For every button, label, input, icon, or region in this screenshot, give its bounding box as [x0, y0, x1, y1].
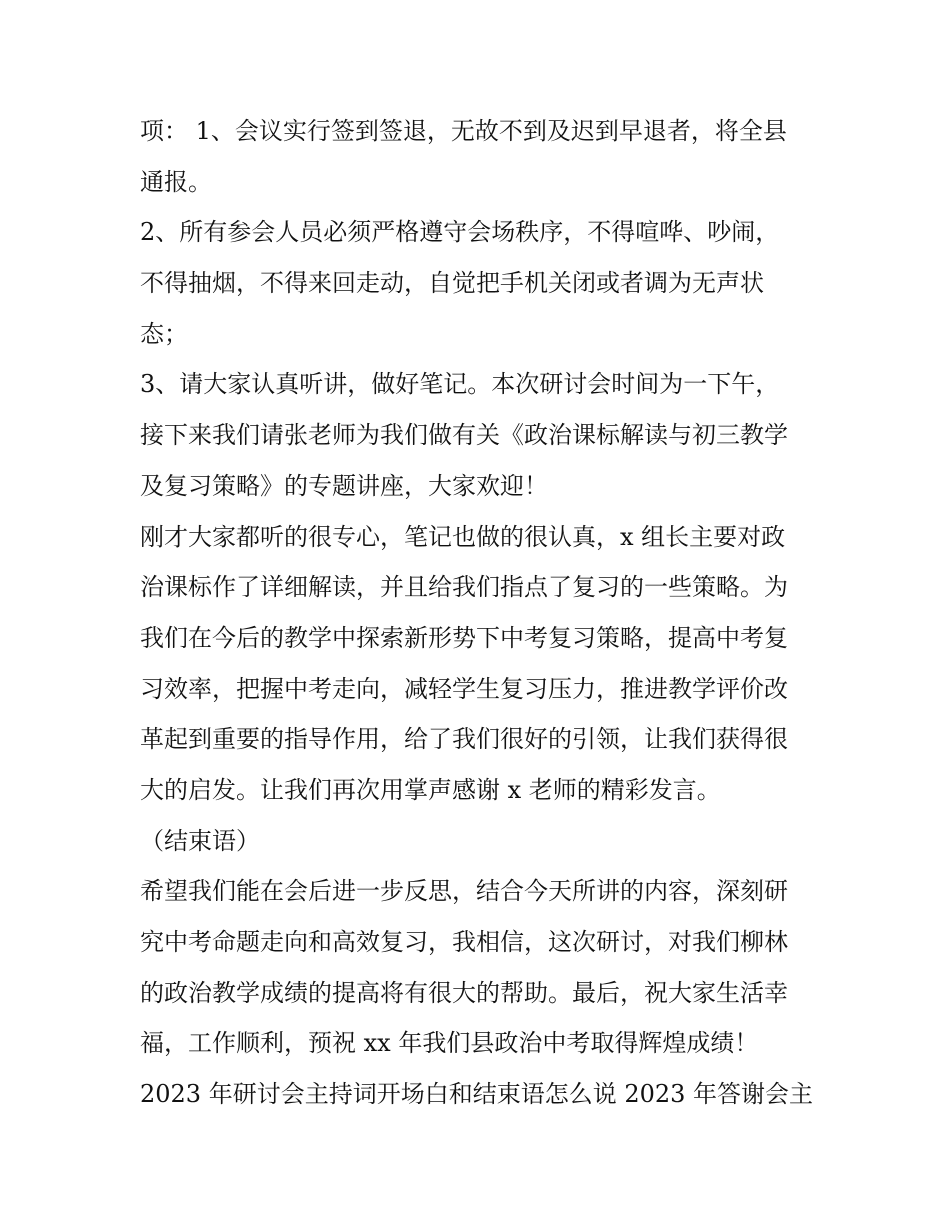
- paragraph-closing-remarks: [140, 866, 810, 1069]
- text-line: 及复习策略》的专题讲座，大家欢迎！: [140, 471, 548, 500]
- text-line: 刚才大家都听的很专心，笔记也做的很认真，x 组长主要对政: [140, 522, 786, 551]
- text-line: 接下来我们请张老师为我们做有关《政治课标解读与初三教学: [140, 421, 788, 450]
- section-heading-closing: [140, 816, 810, 867]
- text-line: 希望我们能在会后进一步反思，结合今天所讲的内容，深刻研: [140, 877, 788, 906]
- paragraph-lecture-intro: [140, 359, 810, 511]
- paragraph-venue-order-rule: [140, 207, 810, 359]
- text-line: 福，工作顺利，预祝 xx 年我们县政治中考取得辉煌成绩！: [140, 1029, 759, 1058]
- text-line: 习效率，把握中考走向，减轻学生复习压力，推进教学评价改: [140, 674, 788, 703]
- text-line: 2023 年研讨会主持词开场白和结束语怎么说 2023 年答谢会主: [140, 1080, 814, 1109]
- text-line: 究中考命题走向和高效复习，我相信，这次研讨，对我们柳林: [140, 928, 788, 956]
- text-line: 态；: [140, 319, 188, 348]
- text-line: 大的启发。让我们再次用掌声感谢 x 老师的精彩发言。: [140, 775, 721, 804]
- text-line: 革起到重要的指导作用，给了我们很好的引领，让我们获得很: [140, 725, 788, 754]
- text-line: 的政治教学成绩的提高将有很大的帮助。最后，祝大家生活幸: [140, 978, 788, 1007]
- paragraph-next-title: [140, 1069, 814, 1120]
- text-line: 通报。: [140, 167, 212, 196]
- paragraph-lecture-summary: [140, 512, 810, 816]
- text-line: 3、请大家认真听讲，做好笔记。本次研讨会时间为一下午，: [140, 370, 780, 399]
- text-line: （结束语）: [140, 826, 260, 855]
- text-line: 2、所有参会人员必须严格遵守会场秩序，不得喧哗、吵闹，: [140, 218, 780, 247]
- paragraph-checkin-rule: [140, 106, 810, 207]
- text-line: 治课标作了详细解读，并且给我们指点了复习的一些策略。为: [140, 573, 788, 602]
- text-line: 不得抽烟，不得来回走动，自觉把手机关闭或者调为无声状: [140, 269, 764, 298]
- document-body: [140, 106, 814, 1120]
- text-line: 项： 1、会议实行签到签退，无故不到及迟到早退者，将全县: [140, 117, 787, 145]
- text-line: 我们在今后的教学中探索新形势下中考复习策略，提高中考复: [140, 623, 788, 652]
